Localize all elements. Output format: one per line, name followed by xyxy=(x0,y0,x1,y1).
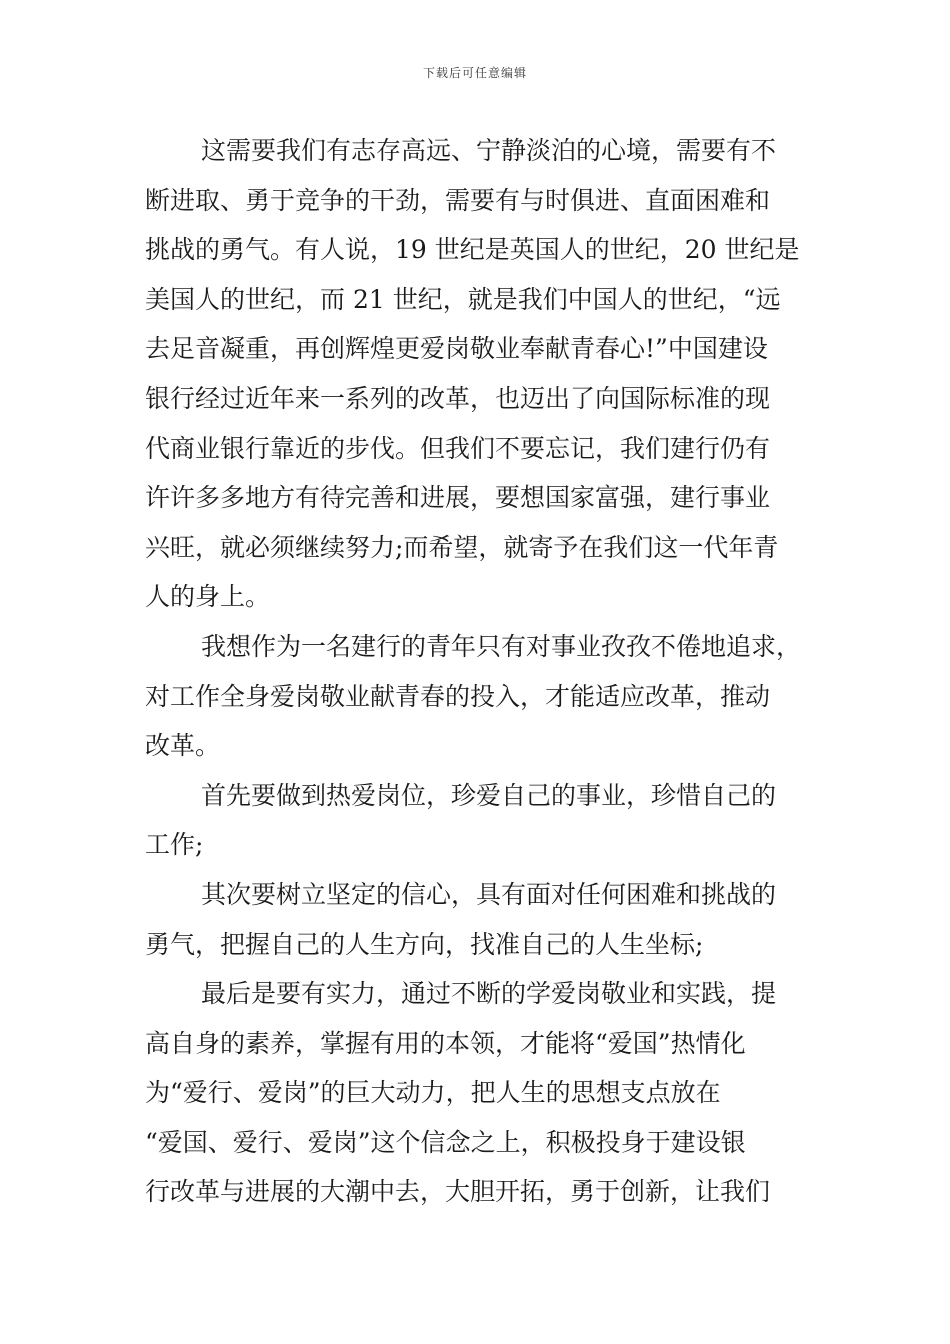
document-body xyxy=(145,126,810,1217)
paragraph-line: 断进取、勇于竞争的干劲，需要有与时俱进、直面困难和 xyxy=(145,185,771,215)
paragraph-line: 美国人的世纪，而 21 世纪，就是我们中国人的世纪，“远 xyxy=(145,284,781,314)
paragraph-line: 其次要树立坚定的信心，具有面对任何困难和挑战的 xyxy=(201,879,777,909)
paragraph-line: 人的身上。 xyxy=(145,582,271,612)
paragraph-line: 挑战的勇气。有人说，19 世纪是英国人的世纪，20 世纪是 xyxy=(145,235,800,265)
paragraph-line: 首先要做到热爱岗位，珍爱自己的事业，珍惜自己的 xyxy=(201,780,777,810)
paragraph-line: 去足音凝重，再创辉煌更爱岗敬业奉献青春心!”中国建设 xyxy=(145,334,768,364)
paragraph-line: 最后是要有实力，通过不断的学爱岗敬业和实践，提 xyxy=(201,979,777,1009)
paragraph-line: 改革。 xyxy=(145,731,221,761)
paragraph-line: “爱国、爱行、爱岗”这个信念之上，积极投身于建设银 xyxy=(145,1127,746,1157)
paragraph-line: 勇气，把握自己的人生方向，找准自己的人生坐标; xyxy=(145,929,704,959)
paragraph-line: 对工作全身爱岗敬业献青春的投入，才能适应改革，推动 xyxy=(145,681,771,711)
paragraph-line: 银行经过近年来一系列的改革，也迈出了向国际标准的现 xyxy=(145,383,771,413)
paragraph-line: 许许多多地方有待完善和进展，要想国家富强，建行事业 xyxy=(145,483,771,513)
paragraph-line: 为“爱行、爱岗”的巨大动力，把人生的思想支点放在 xyxy=(145,1078,721,1108)
paragraph-line: 工作; xyxy=(145,830,204,860)
paragraph-line: 代商业银行靠近的步伐。但我们不要忘记，我们建行仍有 xyxy=(145,433,771,463)
page-header: 下载后可任意编辑 xyxy=(422,66,527,80)
paragraph-line: 我想作为一名建行的青年只有对事业孜孜不倦地追求， xyxy=(201,631,802,661)
paragraph-line: 这需要我们有志存高远、宁静淡泊的心境，需要有不 xyxy=(201,136,777,165)
paragraph-line: 行改革与进展的大潮中去，大胆开拓，勇于创新，让我们 xyxy=(145,1177,771,1207)
paragraph-line: 高自身的素养，掌握有用的本领，才能将“爱国”热情化 xyxy=(145,1028,746,1058)
paragraph-line: 兴旺，就必须继续努力;而希望，就寄予在我们这一代年青 xyxy=(145,532,779,562)
